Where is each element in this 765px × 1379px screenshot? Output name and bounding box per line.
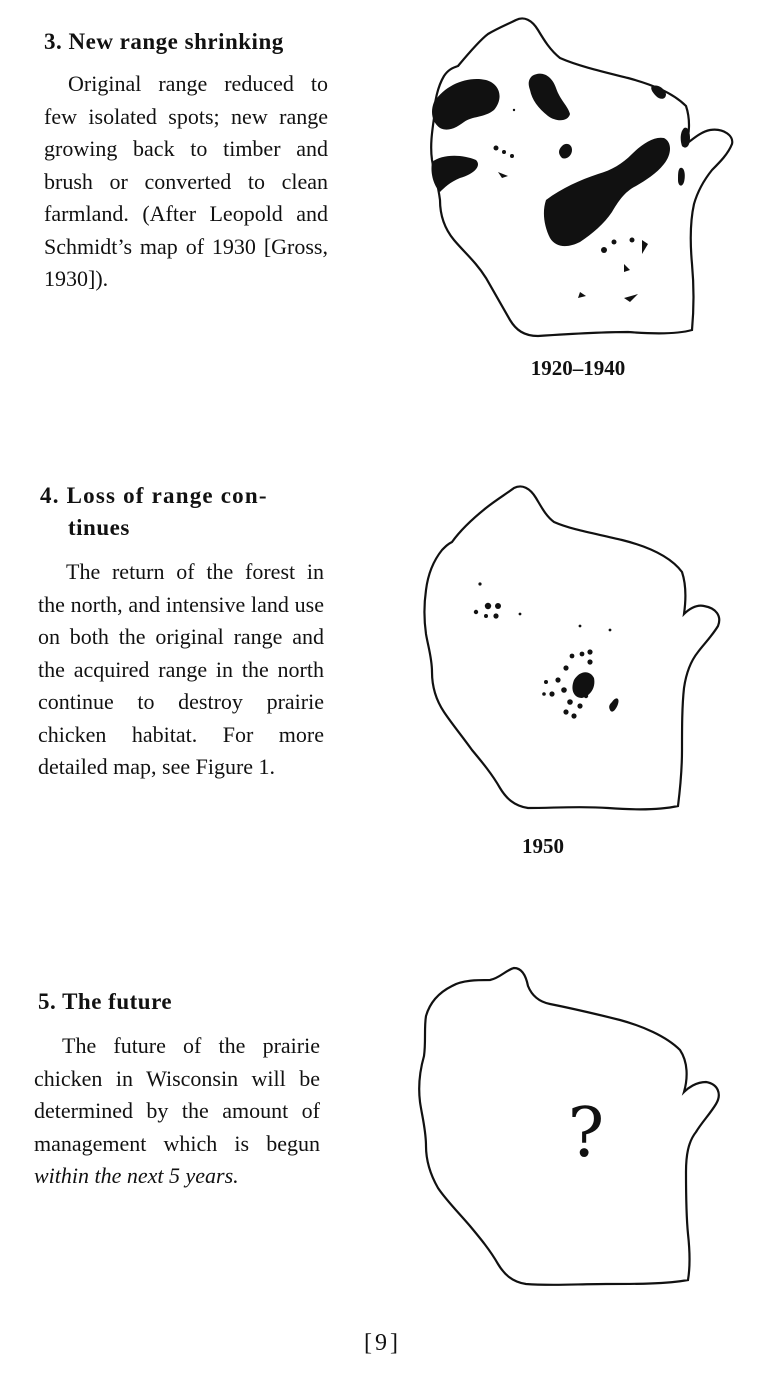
range-spot bbox=[651, 85, 666, 98]
range-spot bbox=[432, 79, 500, 130]
section-body bbox=[38, 556, 324, 784]
question-mark-symbol: ? bbox=[567, 1094, 605, 1173]
wisconsin-map-1920-1940 bbox=[428, 14, 738, 339]
section-heading: 3. New range shrinking bbox=[44, 29, 284, 54]
page-number: [9] bbox=[364, 1330, 401, 1356]
section-heading: 5. The future bbox=[38, 989, 173, 1014]
section-body-text: The return of the forest in the north, and intensive land use on both the original range and the acquired range in the north continue to destroy prairie chicken habitat. For more detailed map, see Figure 1. bbox=[38, 559, 324, 779]
map-caption: 1920–1940 bbox=[530, 356, 626, 380]
range-spot bbox=[572, 672, 594, 698]
section-body-text: The future of the prairie chicken in Wisconsin will be determined by the amount of management which is begun bbox=[34, 1033, 320, 1156]
section-body-text: Original range reduced to few isolated spots; new range growing back to timber and brush or converted to clean farmland. (After Leopold and Schmidt’s map of 1930 [Gross, 1930]). bbox=[44, 71, 328, 291]
range-spot bbox=[559, 144, 572, 159]
section-heading-line-2: tinues bbox=[68, 515, 130, 540]
map-caption: 1950 bbox=[522, 834, 564, 858]
range-spot bbox=[431, 156, 478, 192]
section-body-emphasis: within the next 5 years. bbox=[34, 1163, 239, 1188]
range-spot bbox=[678, 168, 685, 186]
section-body bbox=[34, 1030, 320, 1193]
range-spot bbox=[681, 128, 690, 148]
wisconsin-map-1950 bbox=[420, 484, 726, 814]
range-spot bbox=[529, 74, 570, 121]
section-body bbox=[44, 68, 328, 296]
section-heading-line-1: 4. Loss of range con- bbox=[40, 483, 268, 508]
